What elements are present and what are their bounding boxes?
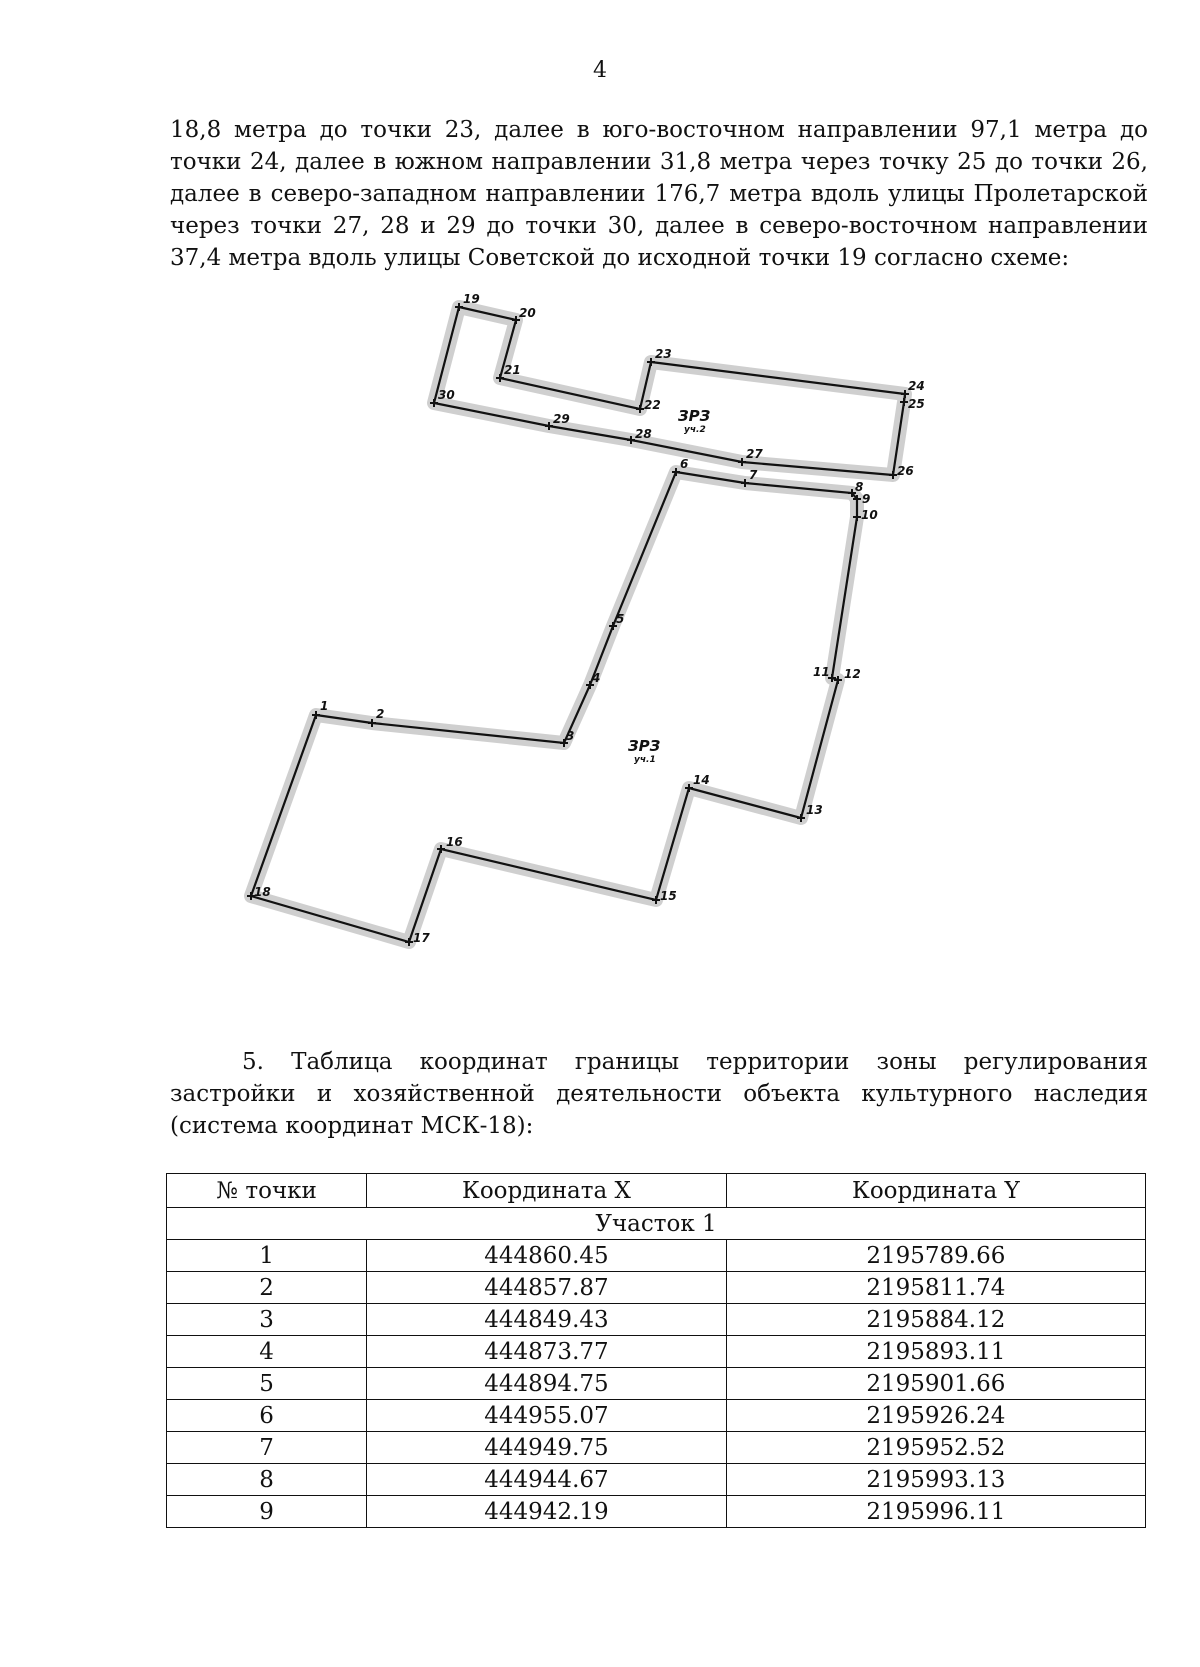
point-label: 10 [861,508,878,522]
cell-coordinate-y: 2195893.11 [726,1336,1145,1368]
point-label: 29 [553,412,570,426]
point-label: 17 [413,931,430,945]
cell-coordinate-y: 2195952.52 [726,1432,1145,1464]
cell-coordinate-x: 444949.75 [367,1432,727,1464]
point-label: 26 [897,464,914,478]
point-label: 28 [635,427,652,441]
cell-coordinate-y: 2195789.66 [726,1240,1145,1272]
table-row [167,1304,1146,1336]
point-label: 11 [813,665,830,679]
table-row [167,1400,1146,1432]
table-row [167,1464,1146,1496]
cell-coordinate-y: 2195811.74 [726,1272,1145,1304]
point-label: 15 [660,889,677,903]
point-label: 2 [376,707,385,721]
point-label: 13 [806,803,823,817]
table-row [167,1240,1146,1272]
point-label: 19 [463,292,480,306]
cell-point-number: 2 [167,1272,367,1304]
cell-coordinate-x: 444944.67 [367,1464,727,1496]
cell-point-number: 8 [167,1464,367,1496]
cell-point-number: 7 [167,1432,367,1464]
cell-point-number: 1 [167,1240,367,1272]
cell-point-number: 3 [167,1304,367,1336]
point-label: 8 [855,480,864,494]
cell-point-number: 6 [167,1400,367,1432]
point-label: 27 [746,447,763,461]
cell-point-number: 5 [167,1368,367,1400]
point-label: 21 [504,363,521,377]
boundary-scheme [238,292,958,1020]
cell-point-number: 9 [167,1496,367,1528]
cell-coordinate-y: 2195884.12 [726,1304,1145,1336]
point-label: 3 [566,729,575,743]
cell-coordinate-y: 2195996.11 [726,1496,1145,1528]
point-label: 25 [908,397,925,411]
point-label: 23 [655,347,672,361]
cell-coordinate-x: 444857.87 [367,1272,727,1304]
section-label: Участок 1 [167,1208,1146,1240]
table-row [167,1272,1146,1304]
boundary-description-paragraph: 18,8 метра до точки 23, далее в юго-восточном направлении 97,1 метра до точки 24, далее в южном направлении 31,8 метра через точку 25 до точки 26, далее в северо-западном направлении 176,7 метра вдоль улицы Пролетарской через точки 27, 28 и 29 до точки 30, далее в северо-восточном направлении 37,4 метра вдоль улицы Советской до исходной точки 19 согласно схеме: [170,117,1148,271]
cell-coordinate-x: 444849.43 [367,1304,727,1336]
point-label: 30 [438,388,455,402]
cell-coordinate-x: 444873.77 [367,1336,727,1368]
zone-2-label: ЗРЗ [678,407,711,425]
coordinates-table [166,1173,1146,1528]
point-label: 1 [320,699,329,713]
point-label: 12 [844,667,861,681]
header-point-number: № точки [167,1174,367,1208]
point-label: 18 [254,885,271,899]
table-row [167,1336,1146,1368]
zone-1-label: ЗРЗ [628,737,661,755]
table-row [167,1496,1146,1528]
table-section-row [167,1208,1146,1240]
point-label: 22 [644,398,661,412]
point-label: 6 [680,457,689,471]
point-label: 16 [446,835,463,849]
zone-2-sub: уч.2 [684,425,706,435]
header-coordinate-x: Координата X [367,1174,727,1208]
point-label: 20 [519,306,536,320]
table-caption-paragraph: 5. Таблица координат границы территории зоны регулирования застройки и хозяйственной деятельности объекта культурного наследия (система координат МСК-18): [170,1049,1148,1139]
point-label: 5 [616,612,625,626]
point-label: 14 [693,773,710,787]
table-header-row [167,1174,1146,1208]
cell-coordinate-x: 444860.45 [367,1240,727,1272]
page-number: 4 [593,58,607,83]
cell-coordinate-y: 2195926.24 [726,1400,1145,1432]
zone-1-boundary-halo [251,472,857,942]
table-row [167,1432,1146,1464]
zone-2-boundary-halo [434,307,905,475]
point-label: 4 [592,671,601,685]
boundary-scheme-svg [238,292,958,1020]
table-row [167,1368,1146,1400]
point-label: 9 [862,492,871,506]
point-label: 24 [908,379,925,393]
cell-coordinate-x: 444955.07 [367,1400,727,1432]
cell-point-number: 4 [167,1336,367,1368]
cell-coordinate-x: 444894.75 [367,1368,727,1400]
cell-coordinate-y: 2195993.13 [726,1464,1145,1496]
zone-1-sub: уч.1 [634,755,656,765]
header-coordinate-y: Координата Y [726,1174,1145,1208]
cell-coordinate-y: 2195901.66 [726,1368,1145,1400]
point-label: 7 [749,468,758,482]
cell-coordinate-x: 444942.19 [367,1496,727,1528]
